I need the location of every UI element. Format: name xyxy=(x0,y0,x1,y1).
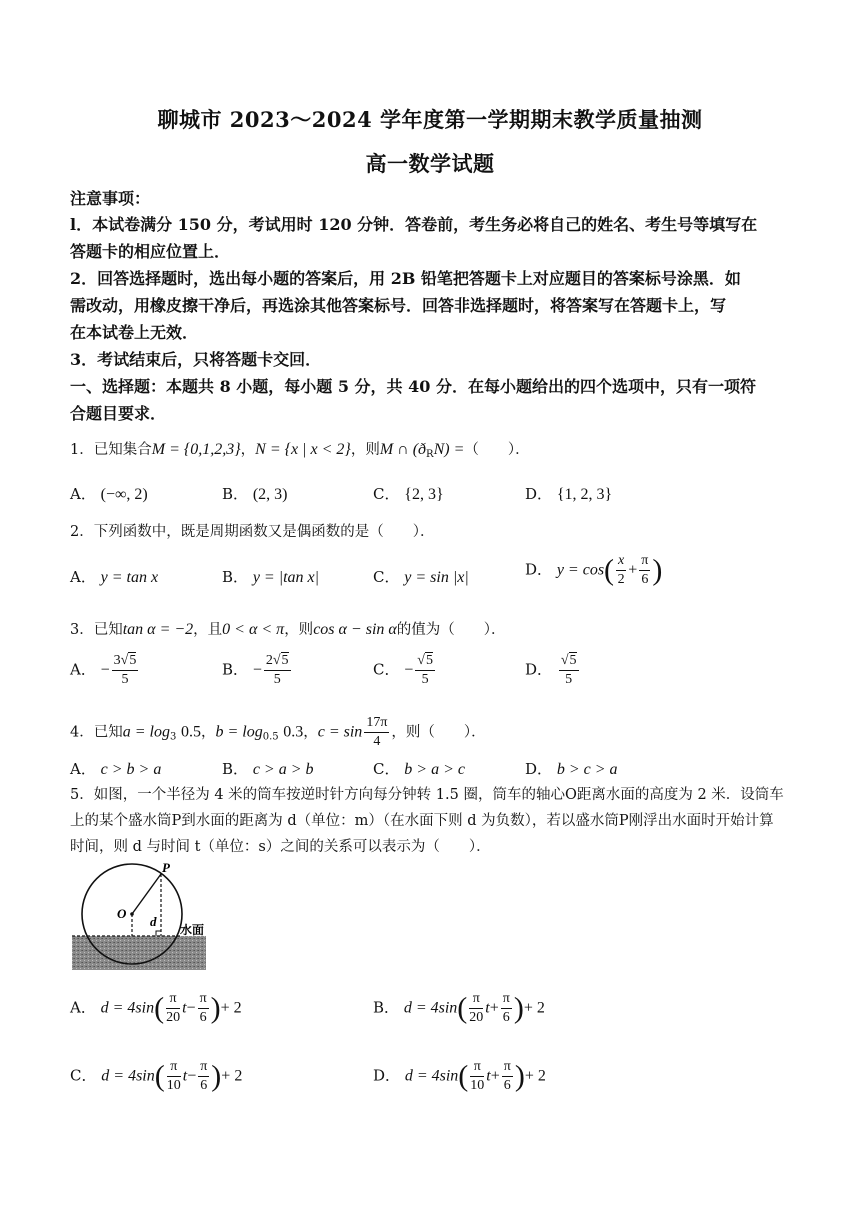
q2-option-c: C． y = sin |x| xyxy=(373,568,469,586)
q5-option-b: B． d = 4sin( $\frac{\pi}{20}$ t+ $\frac{\pi}{6}$ )+ 2 xyxy=(373,991,545,1025)
water-wheel-figure xyxy=(70,862,212,974)
exam-subtitle: 高一数学试题 xyxy=(365,151,495,176)
q5-option-c: C． d = 4sin( $\frac{\pi}{10}$ t− $\frac{\pi}{6}$ )+ 2 xyxy=(70,1059,243,1093)
label-water: 水面 xyxy=(180,923,205,937)
q1-option-b: B． (2, 3) xyxy=(222,485,288,503)
q2-option-d: D． y = cos( $\frac{x}{2}$ + $\frac{\pi}{6}$ ) xyxy=(525,553,663,587)
notice-item1-line2: 答题卡的相应位置上． xyxy=(70,242,231,261)
q4-option-a: A． c > b > a xyxy=(70,760,162,778)
question-1-stem: 1．已知集合M = {0,1,2,3}，N = {x | x < 2}，则M ∩ $(ð_RN)$ =（ ）． xyxy=(70,441,530,460)
section1-heading-cont: 合题目要求． xyxy=(70,404,167,423)
q4-option-d: D． b > c > a xyxy=(525,760,618,778)
exam-title: 聊城市 2023～2024 学年度第一学期期末教学质量抽测 xyxy=(157,107,703,132)
q3-option-a: A． − $\frac{3√5}{5}$ xyxy=(70,653,137,687)
notice-item2-line3: 在本试卷上无效． xyxy=(70,323,199,342)
section1-heading: 一、选择题：本题共 8 小题，每小题 5 分，共 40 分．在每小题给出的四个选项中，只有一项符 xyxy=(70,377,756,396)
q3-option-d: D． $\frac{√5}{5}$ xyxy=(525,653,577,687)
label-d: d xyxy=(150,914,157,929)
label-o: O xyxy=(117,906,127,921)
q3-option-b: B． − $\frac{2√5}{5}$ xyxy=(222,653,289,687)
q2-option-b: B． y = |tan x| xyxy=(222,568,320,586)
q2-option-a: A． y = tan x xyxy=(70,568,159,586)
notice-item2-line1: 2．回答选择题时，选出每小题的答案后，用 2B 铅笔把答题卡上对应题目的答案标号涂黑．如 xyxy=(70,269,741,288)
q5-option-d: D． d = 4sin( $\frac{\pi}{10}$ t+ $\frac{\pi}{6}$ )+ 2 xyxy=(373,1059,546,1093)
label-p: P xyxy=(162,862,170,875)
question-2-stem: 2．下列函数中，既是周期函数又是偶函数的是（ ）． xyxy=(70,524,435,540)
q4-option-c: C． b > a > c xyxy=(373,760,465,778)
question-4-stem: 4．已知$a = \log_3 0.5$，$b = \log_{0.5} 0.3$，c = sin $\frac{17\pi}{4}$ ，则（ ）． xyxy=(70,715,486,749)
question-5-line3: 时间，则 d 与时间 t（单位：s）之间的关系可以表示为（ ）． xyxy=(70,839,491,855)
question-5-line2: 上的某个盛水筒P到水面的距离为 d（单位：m）（在水面下则 d 为负数），若以盛水筒P刚浮出水面时开始计算 xyxy=(70,813,774,829)
question-5-line1: 5．如图，一个半径为 4 米的筒车按逆时针方向每分钟转 1.5 圈，筒车的轴心O距离水面的高度为 2 米．设筒车 xyxy=(70,787,784,803)
question-3-stem: 3．已知tan α = −2，且0 < α < π，则cos α − sin α的值为（ ）． xyxy=(70,621,506,638)
notice-item1-line1: l．本试卷满分 150 分，考试用时 120 分钟．答卷前，考生务必将自己的姓名、考生号等填写在 xyxy=(70,215,758,234)
q5-option-a: A． d = 4sin( $\frac{\pi}{20}$ t− $\frac{\pi}{6}$ )+ 2 xyxy=(70,991,242,1025)
q3-option-c: C． − $\frac{√5}{5}$ xyxy=(373,653,433,687)
q1-option-c: C． {2, 3} xyxy=(373,485,444,503)
water-region xyxy=(72,936,206,970)
notice-item3: 3．考试结束后，只将答题卡交回． xyxy=(70,350,322,369)
q1-option-d: D． {1, 2, 3} xyxy=(525,485,613,503)
notice-item2-line2: 需改动，用橡皮擦干净后，再选涂其他答案标号．回答非选择题时，将答案写在答题卡上，写 xyxy=(70,296,727,315)
q1-option-a: A． (−∞, 2) xyxy=(70,485,148,503)
notice-heading: 注意事项： xyxy=(70,189,151,208)
q4-option-b: B． c > a > b xyxy=(222,760,314,778)
